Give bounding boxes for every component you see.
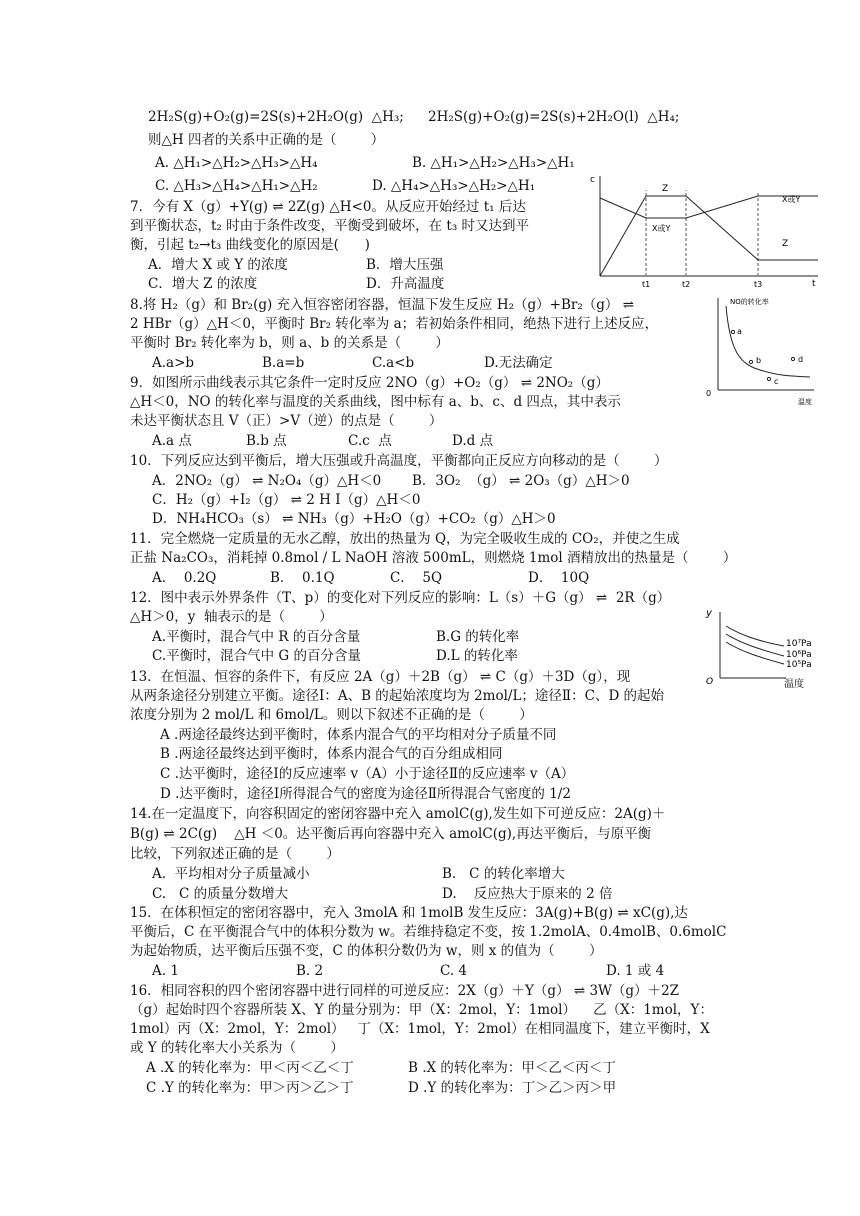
- q14-option-a: A. 平均相对分子质量减小: [152, 866, 310, 882]
- point-c: [767, 377, 770, 380]
- z-label-1: Z: [662, 184, 669, 194]
- q15-line1: 15．在体积恒定的密闭容器中，充入 3molA 和 1molB 发生反应：3A(g)+B(g) ⇌ xC(g),达: [130, 905, 688, 921]
- x-axis-label: t: [812, 279, 816, 289]
- q10-option-d: D．NH₄HCO₃（s） ⇌ NH₃（g）+H₂O（g）+CO₂（g）△H＞0: [152, 511, 556, 527]
- x-axis-label: 温度: [798, 398, 812, 406]
- q13-line2: 从两条途径分别建立平衡。途径Ⅰ：A、B 的起始浓度均为 2mol/L；途径Ⅱ：C、D 的起始: [130, 688, 665, 704]
- y-axis-label: y: [706, 608, 712, 619]
- x-axis-label: 温度: [784, 679, 804, 690]
- q11-option-a: A． 0.2Q: [152, 570, 217, 586]
- q8-option-c: C.a<b: [372, 355, 415, 371]
- t3-label: t3: [754, 280, 763, 289]
- q10-option-b: B．3O₂ （g） ⇌ 2O₃（g）△H＞0: [412, 473, 630, 489]
- q9-line3: 未达平衡状态且 V（正）>V（逆）的点是（ ）: [130, 413, 443, 429]
- option-c: C. △H₃>△H₄>△H₁>△H₂: [155, 178, 318, 194]
- q9-no-conversion-graph: [700, 292, 820, 408]
- q16-option-b: B .X 的转化率为：甲＜乙＜丙＜丁: [408, 1060, 616, 1076]
- q16-option-c: C .Y 的转化率为：甲＞丙＞乙＞丁: [146, 1080, 354, 1096]
- t2-label: t2: [682, 280, 691, 289]
- equation-h4: 2H₂S(g)+O₂(g)=2S(s)+2H₂O(l) △H₄;: [428, 109, 680, 125]
- q11-option-d: D． 10Q: [528, 570, 590, 586]
- q7-option-d: D．升高温度: [366, 276, 445, 292]
- q12-line1: 12．图中表示外界条件（T、p）的变化对下列反应的影响：L（s）＋G（g） ⇌ 2R（g）: [130, 590, 671, 606]
- q16-option-a: A .X 的转化率为：甲＜丙＜乙＜丁: [146, 1060, 354, 1076]
- y-axis-label: c: [590, 175, 595, 185]
- q8-line3: 平衡时 Br₂ 转化率为 b，则 a、b 的关系是（ ）: [130, 335, 449, 351]
- q16-line1: 16．相同容积的四个密闭容器中进行同样的可逆反应：2X（g）＋Y（g） ⇌ 3W（g）＋2Z: [130, 983, 680, 999]
- q13-option-c: C .达平衡时，途径Ⅰ的反应速率 v（A）小于途径Ⅱ的反应速率 v（A）: [160, 766, 575, 782]
- y-axis-label: NO的转化率: [730, 298, 769, 306]
- q14-line2: B(g) ⇌ 2C(g) △H ＜0。达平衡后再向容器中充入 amolC(g),再达平衡后，与原平衡: [130, 826, 652, 842]
- q9-option-a: A.a 点: [152, 433, 192, 449]
- q11-option-b: B． 0.1Q: [270, 570, 335, 586]
- q9-line2: △H＜0，NO 的转化率与温度的关系曲线，图中标有 a、b、c、d 四点，其中表示: [130, 394, 621, 410]
- curve-1e6: [726, 634, 784, 656]
- q11-line1: 11．完全燃烧一定质量的无水乙醇，放出的热量为 Q，为完全吸收生成的 CO₂，并使之生成: [130, 531, 680, 547]
- q7-option-a: A．增大 X 或 Y 的浓度: [148, 257, 288, 273]
- q8-option-b: B.a=b: [262, 355, 305, 371]
- point-b-label: b: [756, 356, 762, 365]
- equation-h3: 2H₂S(g)+O₂(g)=2S(s)+2H₂O(g) △H₃;: [148, 109, 404, 125]
- q16-line4: 或 Y 的转化率大小关系为（ ）: [130, 1040, 344, 1056]
- point-d: [791, 357, 794, 360]
- q11-option-c: C． 5Q: [390, 570, 443, 586]
- q8-option-a: A.a>b: [152, 355, 195, 371]
- q13-line3: 浓度分别为 2 mol/L 和 6mol/L。则以下叙述不正确的是（ ）: [130, 707, 533, 723]
- q15-line2: 平衡后，C 在平衡混合气中的体积分数为 w。若维持稳定不变，按 1.2molA、0.4molB、0.6molC: [130, 924, 727, 940]
- label-1e6: 10⁶Pa: [786, 650, 812, 660]
- xy-label-1: X或Y: [652, 224, 671, 233]
- q12-pressure-temperature-graph: [702, 604, 822, 690]
- q12-option-c: C.平衡时，混合气中 G 的百分含量: [152, 648, 362, 664]
- q16-line2: （g）起始时四个容器所装 X、Y 的量分别为：甲（X：2mol，Y：1mol） 乙（X：1mol，Y：: [130, 1002, 713, 1018]
- t1-label: t1: [642, 280, 651, 289]
- q14-option-c: C. C 的质量分数增大: [152, 886, 289, 902]
- q7-concentration-time-graph: [586, 168, 826, 290]
- q8-line1: 8.将 H₂（g）和 Br₂(g) 充入恒容密闭容器，恒温下发生反应 H₂（g）+Br₂（g） ⇌: [130, 297, 635, 313]
- q12-line2: △H＞0，y 轴表示的是（ ）: [130, 609, 333, 625]
- q15-option-c: C. 4: [440, 963, 468, 979]
- q9-option-c: C.c 点: [348, 433, 392, 449]
- q8-option-d: D.无法确定: [484, 355, 553, 371]
- point-a-label: a: [737, 327, 742, 336]
- q9-option-b: B.b 点: [246, 433, 287, 449]
- curve-1e7: [726, 626, 784, 646]
- conversion-curve: [726, 306, 810, 377]
- q15-option-d: D. 1 或 4: [606, 963, 665, 979]
- q8-line2: 2 HBr（g）△H＜0，平衡时 Br₂ 转化率为 a；若初始条件相同，绝热下进行上述反应，: [130, 316, 659, 332]
- q15-line3: 为起始物质，达平衡后压强不变，C 的体积分数仍为 w，则 x 的值为（ ）: [130, 943, 603, 959]
- curve-1e5: [726, 642, 784, 664]
- q15-option-b: B. 2: [296, 963, 324, 979]
- question-stem: 则△H 四者的关系中正确的是（ ）: [148, 132, 385, 148]
- q14-option-d: D. 反应热大于原来的 2 倍: [442, 886, 613, 902]
- point-d-label: d: [798, 355, 804, 364]
- q10-line1: 10．下列反应达到平衡后，增大压强或升高温度，平衡都向正反应方向移动的是（ ）: [130, 453, 668, 469]
- q14-option-b: B. C 的转化率增大: [442, 866, 565, 882]
- q7-line3: 衡，引起 t₂→t₃ 曲线变化的原因是( ): [130, 237, 370, 253]
- option-a: A. △H₁>△H₂>△H₃>△H₄: [155, 155, 318, 171]
- q7-line2: 到平衡状态，t₂ 时由于条件改变，平衡受到破坏，在 t₃ 时又达到平: [130, 218, 530, 234]
- q7-option-c: C．增大 Z 的浓度: [148, 276, 258, 292]
- q9-option-d: D.d 点: [452, 433, 494, 449]
- q7-option-b: B．增大压强: [366, 257, 444, 273]
- q16-option-d: D .Y 的转化率为：丁＞乙＞丙＞甲: [408, 1080, 617, 1096]
- label-1e7: 10⁷Pa: [786, 639, 812, 649]
- origin-label: 0: [706, 389, 712, 398]
- option-b: B. △H₁>△H₂>△H₃>△H₁: [412, 155, 575, 171]
- q10-option-a: A．2NO₂（g） ⇌ N₂O₄（g）△H＜0: [152, 473, 382, 489]
- q13-option-b: B .两途径最终达到平衡时，体系内混合气的百分组成相同: [160, 746, 503, 762]
- q13-option-a: A .两途径最终达到平衡时，体系内混合气的平均相对分子质量不同: [160, 727, 557, 743]
- q13-option-d: D .达平衡时，途径Ⅰ所得混合气的密度为途径Ⅱ所得混合气密度的 1/2: [160, 786, 571, 802]
- z-label-2: Z: [782, 239, 789, 249]
- q14-line3: 比较，下列叙述正确的是（ ）: [130, 846, 340, 862]
- xy-label-2: X或Y: [782, 195, 801, 204]
- origin-label: O: [706, 677, 714, 687]
- q10-option-c: C．H₂（g）+I₂（g） ⇌ 2 H I（g）△H＜0: [152, 492, 421, 508]
- z-curve: [600, 196, 818, 276]
- point-a: [731, 330, 734, 333]
- point-b: [749, 360, 752, 363]
- q15-option-a: A. 1: [152, 963, 179, 979]
- label-1e5: 10⁵Pa: [786, 660, 812, 670]
- q14-line1: 14.在一定温度下，向容积固定的密闭容器中充入 amolC(g),发生如下可逆反应：2A(g)＋: [130, 806, 666, 822]
- q13-line1: 13．在恒温、恒容的条件下，有反应 2A（g）＋2B（g） ⇌ C（g）＋3D（g），现: [130, 669, 631, 685]
- q16-line3: 1mol）丙（X：2mol，Y：2mol） 丁（X：1mol，Y：2mol）在相同温度下，建立平衡时，X: [130, 1021, 710, 1037]
- q12-option-b: B.G 的转化率: [436, 629, 520, 645]
- q9-line1: 9．如图所示曲线表示其它条件一定时反应 2NO（g）+O₂（g） ⇌ 2NO₂（g）: [130, 375, 609, 391]
- q7-line1: 7．今有 X（g）+Y(g) ⇌ 2Z(g) △H<0。从反应开始经过 t₁ 后达: [130, 199, 526, 215]
- q12-option-d: D.L 的转化率: [436, 648, 518, 664]
- q11-line2: 正盐 Na₂CO₃，消耗掉 0.8mol / L NaOH 溶液 500mL，则燃烧 1mol 酒精放出的热量是（ ）: [130, 550, 737, 566]
- option-d: D. △H₄>△H₃>△H₂>△H₁: [372, 178, 536, 194]
- q12-option-a: A.平衡时，混合气中 R 的百分含量: [152, 629, 361, 645]
- point-c-label: c: [774, 377, 779, 386]
